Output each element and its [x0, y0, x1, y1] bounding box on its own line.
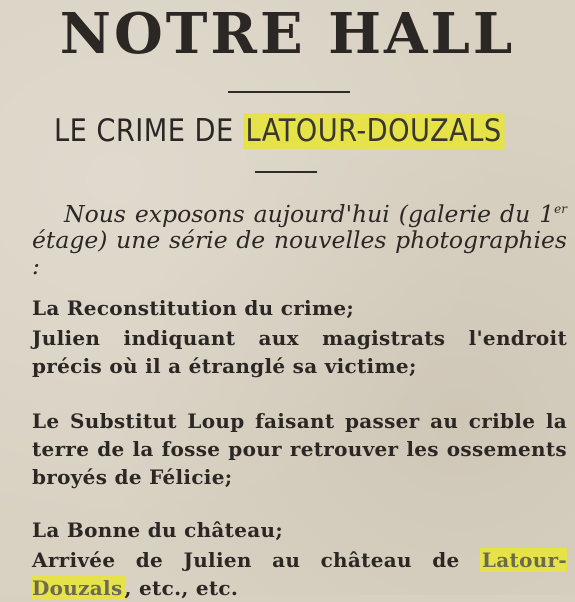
intro-text-part1: Nous exposons aujourd'hui (galerie du 1 [64, 199, 555, 228]
list-item: La Reconstitution du crime; [32, 296, 355, 320]
list-item-last [32, 546, 567, 602]
list-item: Julien indiquant aux magistrats l'endroit précis où il a étranglé sa victime; [32, 326, 567, 378]
highlighted-place-name: LATOUR-DOUZALS [243, 113, 504, 149]
headline: NOTRE HALL [59, 1, 516, 67]
intro-text-part2: étage) une série de nouvelles photographies : [32, 225, 567, 280]
intro-superscript: er [554, 202, 567, 216]
divider-rule-bottom [255, 171, 317, 173]
intro-paragraph [32, 196, 567, 279]
divider-rule-top [228, 91, 350, 93]
subheadline-prefix: LE CRIME DE [54, 113, 234, 149]
list-item: Le Substitut Loup faisant passer au crible la terre de la fosse pour retrouver les ossements broyés de Félicie; [32, 409, 567, 489]
highlighted-place-name-2: Latour-Douzals [32, 548, 567, 600]
last-item-suffix: , etc., etc. [124, 576, 239, 600]
last-item-text: Arrivée de Julien au château de [32, 548, 460, 572]
list-item: La Bonne du château; [32, 518, 284, 542]
subheadline [54, 113, 502, 149]
